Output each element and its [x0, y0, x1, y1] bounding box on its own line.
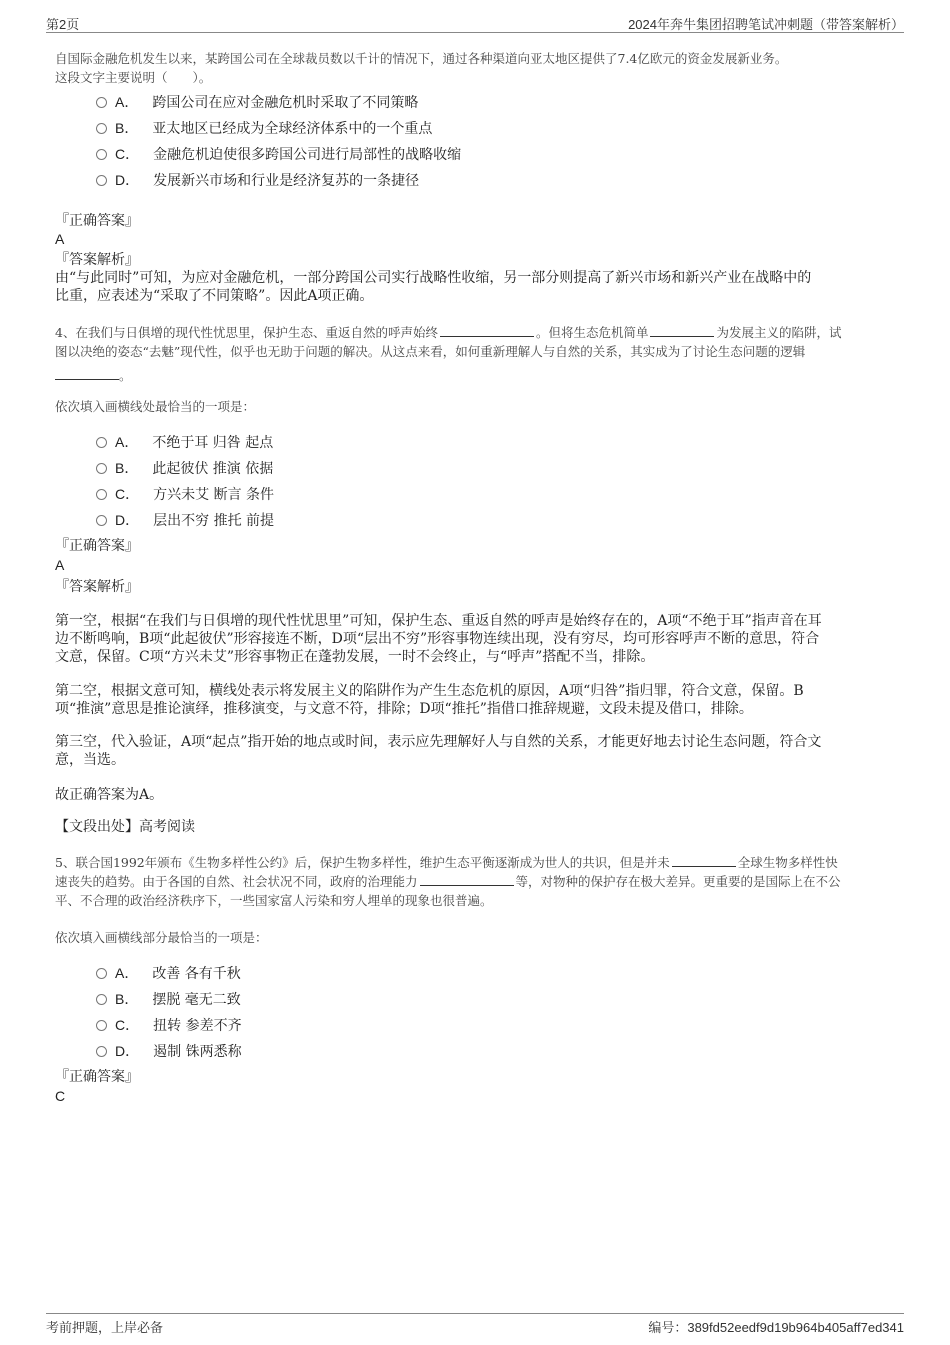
- q4-option-d[interactable]: D． 层出不穷 推托 前提: [96, 510, 274, 530]
- blank-1: [440, 325, 534, 337]
- q4-analysis-label: 『答案解析』: [55, 579, 139, 595]
- radio-icon[interactable]: [96, 437, 107, 448]
- blank-2: [650, 325, 714, 337]
- q4-option-b[interactable]: B． 此起彼伏 推演 依据: [96, 458, 273, 478]
- q3-option-a[interactable]: A． 跨国公司在应对金融危机时采取了不同策略: [96, 92, 418, 112]
- q3-option-b[interactable]: B． 亚太地区已经成为全球经济体系中的一个重点: [96, 118, 432, 138]
- page-header: [46, 14, 904, 33]
- q4-prompt: 依次填入画横线处最恰当的一项是：: [55, 399, 256, 414]
- q4-analysis-paragraph-1: 第一空，根据“在我们与日俱增的现代性忧思里”可知，保护生态、重返自然的呼声是始终存在的，A项“不绝于耳”指声音在耳 边不断鸣响，B项“此起彼伏”形容接连不断，D项“层出不穷”形容事物连续出现，没有穷尽，均可形容呼声不断的意思，符合 文意，保留。C项“方兴未艾”形容事物正在蓬勃发展，一时不会终止，与“呼声”搭配不当，排除。: [55, 613, 822, 665]
- document-id: 编号：389fd52eedf9d19b964b405aff7ed341: [648, 1320, 904, 1335]
- q5-option-b[interactable]: B． 摆脱 毫无二致: [96, 989, 241, 1009]
- q4-conclusion: 故正确答案为A。: [55, 787, 164, 803]
- blank-2: [420, 874, 514, 886]
- q4-source: 【文段出处】高考阅读: [55, 819, 195, 835]
- q3-option-c[interactable]: C． 金融危机迫使很多跨国公司进行局部性的战略收缩: [96, 144, 461, 164]
- q5-answer-label: 『正确答案』: [55, 1069, 139, 1085]
- q4-answer-label: 『正确答案』: [55, 538, 139, 554]
- q3-answer: A: [55, 231, 65, 247]
- blank-3: [55, 368, 119, 380]
- q3-analysis: 由“与此同时”可知，为应对金融危机，一部分跨国公司实行战略性收缩，另一部分则提高了新兴市场和新兴产业在战略中的 比重，应表述为“采取了不同策略”。因此A项正确。: [55, 270, 812, 304]
- q3-analysis-label: 『答案解析』: [55, 252, 139, 268]
- page-number: 第2页: [46, 17, 80, 32]
- q5-prompt: 依次填入画横线部分最恰当的一项是：: [55, 930, 268, 945]
- q5-option-a[interactable]: A． 改善 各有千秋: [96, 963, 241, 983]
- q4-answer: A: [55, 557, 65, 573]
- q3-option-d[interactable]: D． 发展新兴市场和行业是经济复苏的一条捷径: [96, 170, 419, 190]
- document-title: 2024年奔牛集团招聘笔试冲刺题（带答案解析）: [628, 17, 904, 32]
- q4-option-a[interactable]: A． 不绝于耳 归咎 起点: [96, 432, 273, 452]
- q4-analysis-paragraph-2: 第二空，根据文意可知，横线处表示将发展主义的陷阱作为产生生态危机的原因，A项“归咎”指归罪，符合文意，保留。B 项“推演”意思是推论演绎，推移演变，与文意不符，排除；D项“推托”指借口推辞规避，文段未提及借口，排除。: [55, 683, 804, 717]
- blank-1: [672, 855, 736, 867]
- radio-icon[interactable]: [96, 123, 107, 134]
- radio-icon[interactable]: [96, 1020, 107, 1031]
- footer-slogan: 考前押题，上岸必备: [46, 1320, 164, 1335]
- q5-option-d[interactable]: D． 遏制 铢两悉称: [96, 1041, 242, 1061]
- page-footer: [46, 1313, 904, 1336]
- radio-icon[interactable]: [96, 489, 107, 500]
- q4-option-c[interactable]: C． 方兴未艾 断言 条件: [96, 484, 274, 504]
- radio-icon[interactable]: [96, 515, 107, 526]
- q5-option-c[interactable]: C． 扭转 参差不齐: [96, 1015, 242, 1035]
- q3-stem-line: 这段文字主要说明（ ）。: [55, 70, 212, 85]
- radio-icon[interactable]: [96, 968, 107, 979]
- q5-answer: C: [55, 1088, 66, 1104]
- q4-analysis-paragraph-3: 第三空，代入验证，A项“起点”指开始的地点或时间，表示应先理解好人与自然的关系，才能更好地去讨论生态问题，符合文 意，当选。: [55, 734, 822, 768]
- radio-icon[interactable]: [96, 149, 107, 160]
- q3-stem: [55, 49, 895, 87]
- q4-stem: 4、在我们与日俱增的现代性忧思里，保护生态、重返自然的呼声始终 。但将生态危机简单 为发展主义的陷阱，试 图以决绝的姿态“去魅”现代性，似乎也无助于问题的解决。从这点来看，如何重新理解人与自然的关系，其实成为了讨论生态问题的逻辑 。: [55, 325, 842, 383]
- radio-icon[interactable]: [96, 463, 107, 474]
- q3-stem-line: 自国际金融危机发生以来，某跨国公司在全球裁员数以千计的情况下，通过各种渠道向亚太地区提供了7.4亿欧元的资金发展新业务。: [55, 51, 788, 66]
- q5-stem: 5、联合国1992年颁布《生物多样性公约》后，保护生物多样性，维护生态平衡逐渐成为世人的共识，但是并未 全球生物多样性快 速丧失的趋势。由于各国的自然、社会状况不同，政府的治理能力 等，对物种的保护存在极大差异。更重要的是国际上在不公 平、不合理的政治经济秩序下，一些国家富人污染和穷人埋单的现象也很普遍。: [55, 855, 841, 908]
- radio-icon[interactable]: [96, 1046, 107, 1057]
- radio-icon[interactable]: [96, 175, 107, 186]
- radio-icon[interactable]: [96, 994, 107, 1005]
- radio-icon[interactable]: [96, 97, 107, 108]
- q3-answer-label: 『正确答案』: [55, 213, 139, 229]
